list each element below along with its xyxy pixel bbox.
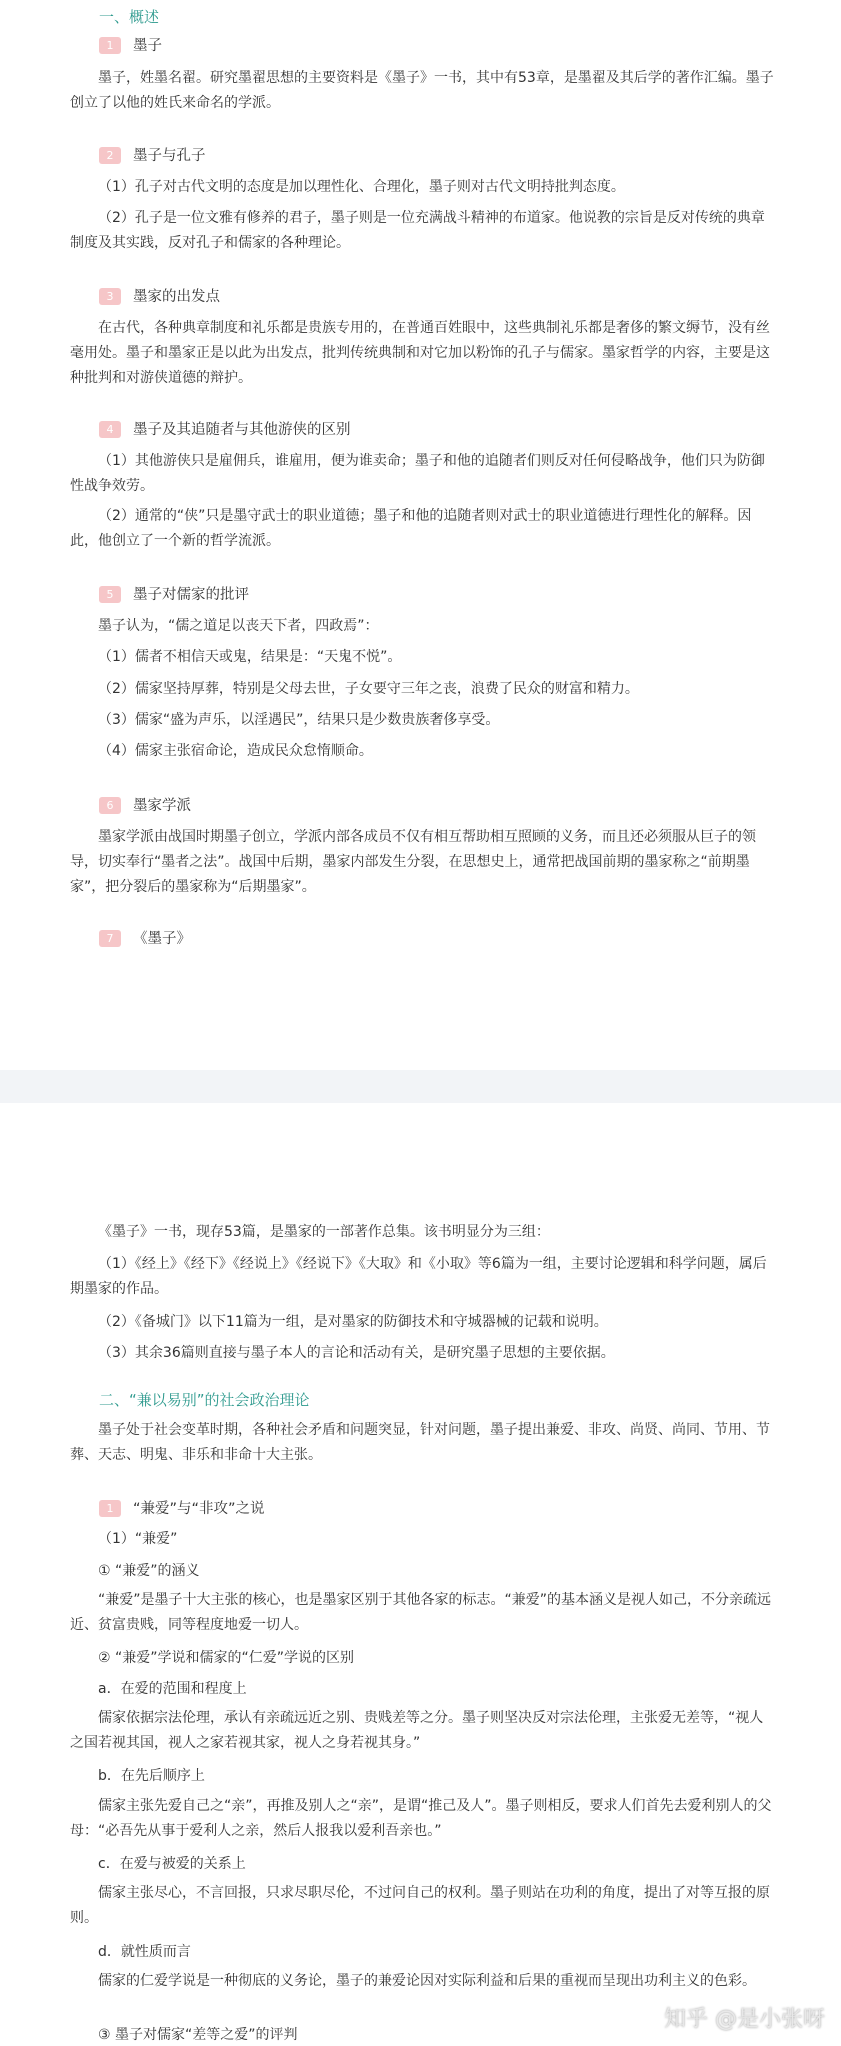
paragraph-confucius-2: （2）孔子是一位文雅有修养的君子，墨子则是一位充满战斗精神的布道家。他说教的宗旨是反对传统的典章制度及其实践，反对孔子和儒家的各种理论。 — [70, 210, 765, 251]
page-break-divider — [0, 1070, 841, 1103]
subheading-label: 墨家的出发点 — [133, 289, 220, 305]
item-number-badge: 7 — [99, 930, 121, 947]
item-number-badge: 5 — [99, 586, 121, 603]
paragraph-starting-point: 在古代，各种典章制度和礼乐都是贵族专用的，在普通百姓眼中，这些典制礼乐都是奢侈的繁文缛节，没有丝毫用处。墨子和墨家正是以此为出发点，批判传统典制和对它加以粉饰的孔子与儒家。墨家哲学的内容，主要是这种批判和对游侠道德的辩护。 — [70, 320, 770, 386]
subheading-mozi — [99, 36, 162, 56]
paragraph-ten-claims: 墨子处于社会变革时期，各种社会矛盾和问题突显，针对问题，墨子提出兼爱、非攻、尚贤、尚同、节用、节葬、天志、明鬼、非乐和非命十大主张。 — [70, 1422, 770, 1463]
subheading-universal-love — [99, 1499, 265, 1519]
item-number-badge: 1 — [99, 1500, 121, 1517]
subheading-label: 《墨子》 — [133, 931, 191, 947]
item-number-badge: 4 — [99, 421, 121, 438]
paragraph-mohist-school: 墨家学派由战国时期墨子创立，学派内部各成员不仅有相互帮助相互照顾的义务，而且还必须服从巨子的领导，切实奉行“墨者之法”。战国中后期，墨家内部发生分裂，在思想史上，通常把战国前期的墨家称之“前期墨家”，把分裂后的墨家称为“后期墨家”。 — [70, 829, 756, 895]
subheading-label: 墨子对儒家的批评 — [133, 587, 249, 603]
item-number-badge: 6 — [99, 797, 121, 814]
subheading-label: 墨子 — [133, 38, 162, 54]
item-number-badge: 3 — [99, 288, 121, 305]
line-reciprocity: c．在爱与被爱的关系上 — [98, 1856, 246, 1872]
line-critique-graded-love: ③ 墨子对儒家“差等之爱”的评判 — [98, 2027, 298, 2043]
item-number-badge: 2 — [99, 147, 121, 164]
subheading-starting-point — [99, 287, 220, 307]
zhihu-watermark: 知乎 @是小张呀 — [664, 2007, 825, 2032]
paragraph-book-intro: 《墨子》一书，现存53篇，是墨家的一部著作总集。该书明显分为三组： — [98, 1224, 550, 1240]
subheading-mozi-confucius — [99, 146, 206, 166]
line-nature: d．就性质而言 — [98, 1944, 191, 1960]
paragraph-critique-4: （4）儒家主张宿命论，造成民众怠惰顺命。 — [98, 743, 373, 759]
paragraph-critique-1: （1）儒者不相信天或鬼，结果是：“天鬼不悦”。 — [98, 649, 402, 665]
paragraph-mozi-intro: 墨子，姓墨名翟。研究墨翟思想的主要资料是《墨子》一书，其中有53章，是墨翟及其后学的著作汇编。墨子创立了以他的姓氏来命名的学派。 — [70, 70, 774, 111]
section-title-overview: 一、概述 — [99, 8, 160, 26]
line-jianai-meaning: ① “兼爱”的涵义 — [98, 1563, 200, 1579]
paragraph-knights-2: （2）通常的“侠”只是墨守武士的职业道德；墨子和他的追随者则对武士的职业道德进行理性化的解释。因此，他创立了一个新的哲学流派。 — [70, 508, 752, 549]
subheading-label: “兼爱”与“非攻”之说 — [133, 1501, 265, 1517]
line-jianai: （1）“兼爱” — [98, 1531, 178, 1547]
line-jianai-vs-renai: ② “兼爱”学说和儒家的“仁爱”学说的区别 — [98, 1650, 355, 1666]
subheading-label: 墨家学派 — [133, 798, 191, 814]
paragraph-knights-1: （1）其他游侠只是雇佣兵，谁雇用，便为谁卖命；墨子和他的追随者们则反对任何侵略战争，他们只为防御性战争效劳。 — [70, 453, 765, 494]
paragraph-book-2: （2）《备城门》以下11篇为一组，是对墨家的防御技术和守城器械的记载和说明。 — [98, 1314, 608, 1330]
subheading-mohist-school — [99, 796, 191, 816]
paragraph-critique-3: （3）儒家“盛为声乐，以淫遇民”，结果只是少数贵族奢侈享受。 — [98, 712, 500, 728]
paragraph-book-3: （3）其余36篇则直接与墨子本人的言论和活动有关，是研究墨子思想的主要依据。 — [98, 1345, 615, 1361]
paragraph-scope: 儒家依据宗法伦理，承认有亲疏远近之别、贵贱差等之分。墨子则坚决反对宗法伦理，主张爱无差等，“视人之国若视其国，视人之家若视其家，视人之身若视其身。” — [70, 1710, 764, 1751]
subheading-mozi-book — [99, 929, 191, 949]
paragraph-nature: 儒家的仁爱学说是一种彻底的义务论，墨子的兼爱论因对实际利益和后果的重视而呈现出功利主义的色彩。 — [98, 1973, 756, 1989]
item-number-badge: 1 — [99, 37, 121, 54]
paragraph-confucius-1: （1）孔子对古代文明的态度是加以理性化、合理化，墨子则对古代文明持批判态度。 — [98, 179, 625, 195]
line-order: b．在先后顺序上 — [98, 1768, 205, 1784]
subheading-knights — [99, 420, 351, 440]
paragraph-reciprocity: 儒家主张尽心，不言回报，只求尽职尽伦，不过问自己的权利。墨子则站在功利的角度，提出了对等互报的原则。 — [70, 1885, 770, 1926]
subheading-label: 墨子及其追随者与其他游侠的区别 — [133, 422, 351, 438]
paragraph-critique-intro: 墨子认为，“儒之道足以丧天下者，四政焉”： — [98, 618, 379, 634]
subheading-label: 墨子与孔子 — [133, 148, 206, 164]
paragraph-critique-2: （2）儒家坚持厚葬，特别是父母去世，子女要守三年之丧，浪费了民众的财富和精力。 — [98, 681, 639, 697]
line-scope: a．在爱的范围和程度上 — [98, 1681, 247, 1697]
section-title-social-theory: 二、“兼以易别”的社会政治理论 — [99, 1391, 310, 1409]
subheading-critique — [99, 585, 249, 605]
paragraph-book-1: （1）《经上》《经下》《经说上》《经说下》《大取》和《小取》等6篇为一组，主要讨论逻辑和科学问题，属后期墨家的作品。 — [70, 1256, 767, 1297]
paragraph-jianai-meaning: “兼爱”是墨子十大主张的核心，也是墨家区别于其他各家的标志。“兼爱”的基本涵义是视人如己，不分亲疏远近、贫富贵贱，同等程度地爱一切人。 — [70, 1592, 772, 1633]
paragraph-order: 儒家主张先爱自己之“亲”，再推及别人之“亲”，是谓“推己及人”。墨子则相反，要求人们首先去爱利别人的父母：“必吾先从事于爱利人之亲，然后人报我以爱利吾亲也。” — [70, 1798, 772, 1839]
